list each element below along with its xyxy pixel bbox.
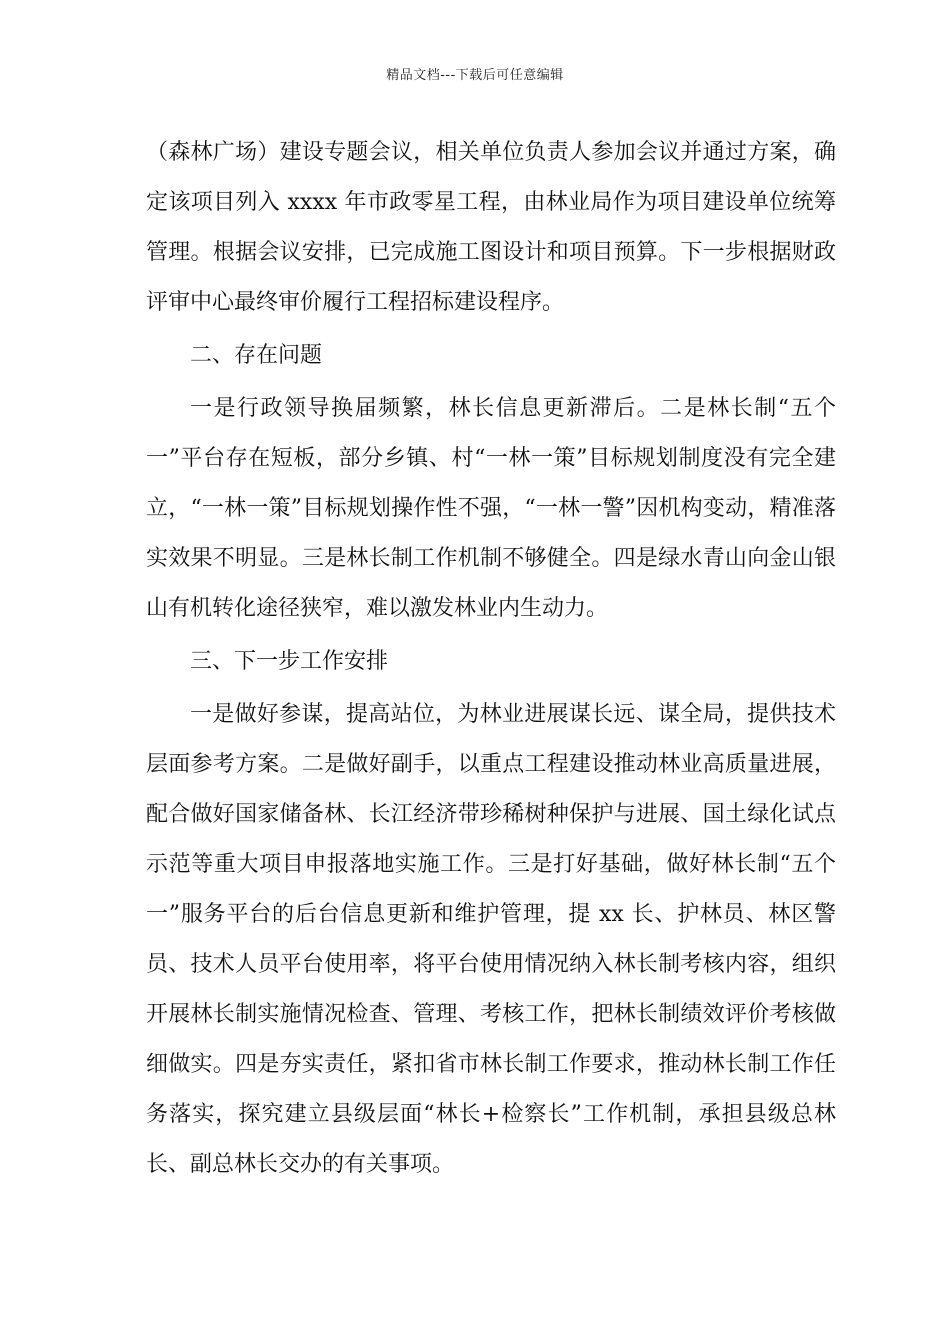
paragraph-problems: 一是行政领导换届频繁，林长信息更新滞后。二是林长制“五个一”平台存在短板，部分乡镇、村“一林一策”目标规划制度没有完全建立，“一林一策”目标规划操作性不强，“一林一警”因机构变动，精准落实效果不明显。三是林长制工作机制不够健全。四是绿水青山向金山银山有机转化途径狭窄，难以激发林业内生动力。 [146, 396, 836, 621]
paragraph-continuation: （森林广场）建设专题会议，相关单位负责人参加会议并通过方案，确定该项目列入 xxxx 年市政零星工程，由林业局作为项目建设单位统筹管理。根据会议安排，已完成施工图设计和项目预算。下一步根据财政评审中心最终审价履行工程招标建设程序。 [146, 140, 836, 315]
page-header: 精品文档---下载后可任意编辑 [386, 68, 564, 83]
paragraph-next-steps: 一是做好参谋，提高站位，为林业进展谋长远、谋全局，提供技术层面参考方案。二是做好副手，以重点工程建设推动林业高质量进展，配合做好国家储备林、长江经济带珍稀树种保护与进展、国土绿化试点示范等重大项目申报落地实施工作。三是打好基础，做好林长制“五个一”服务平台的后台信息更新和维护管理，提 xx 长、护林员、林区警员、技术人员平台使用率，将平台使用情况纳入林长制考核内容，组织开展林长制实施情况检查、管理、考核工作，把林长制绩效评价考核做细做实。四是夯实责任，紧扣省市林长制工作要求，推动林长制工作任务落实，探究建立县级层面“林长+检察长”工作机制，承担县级总林长、副总林长交办的有关事项。 [146, 702, 836, 1177]
section-heading-problems: 二、存在问题 [190, 343, 323, 368]
document-body [146, 128, 836, 1193]
section-heading-next-steps: 三、下一步工作安排 [190, 649, 389, 674]
